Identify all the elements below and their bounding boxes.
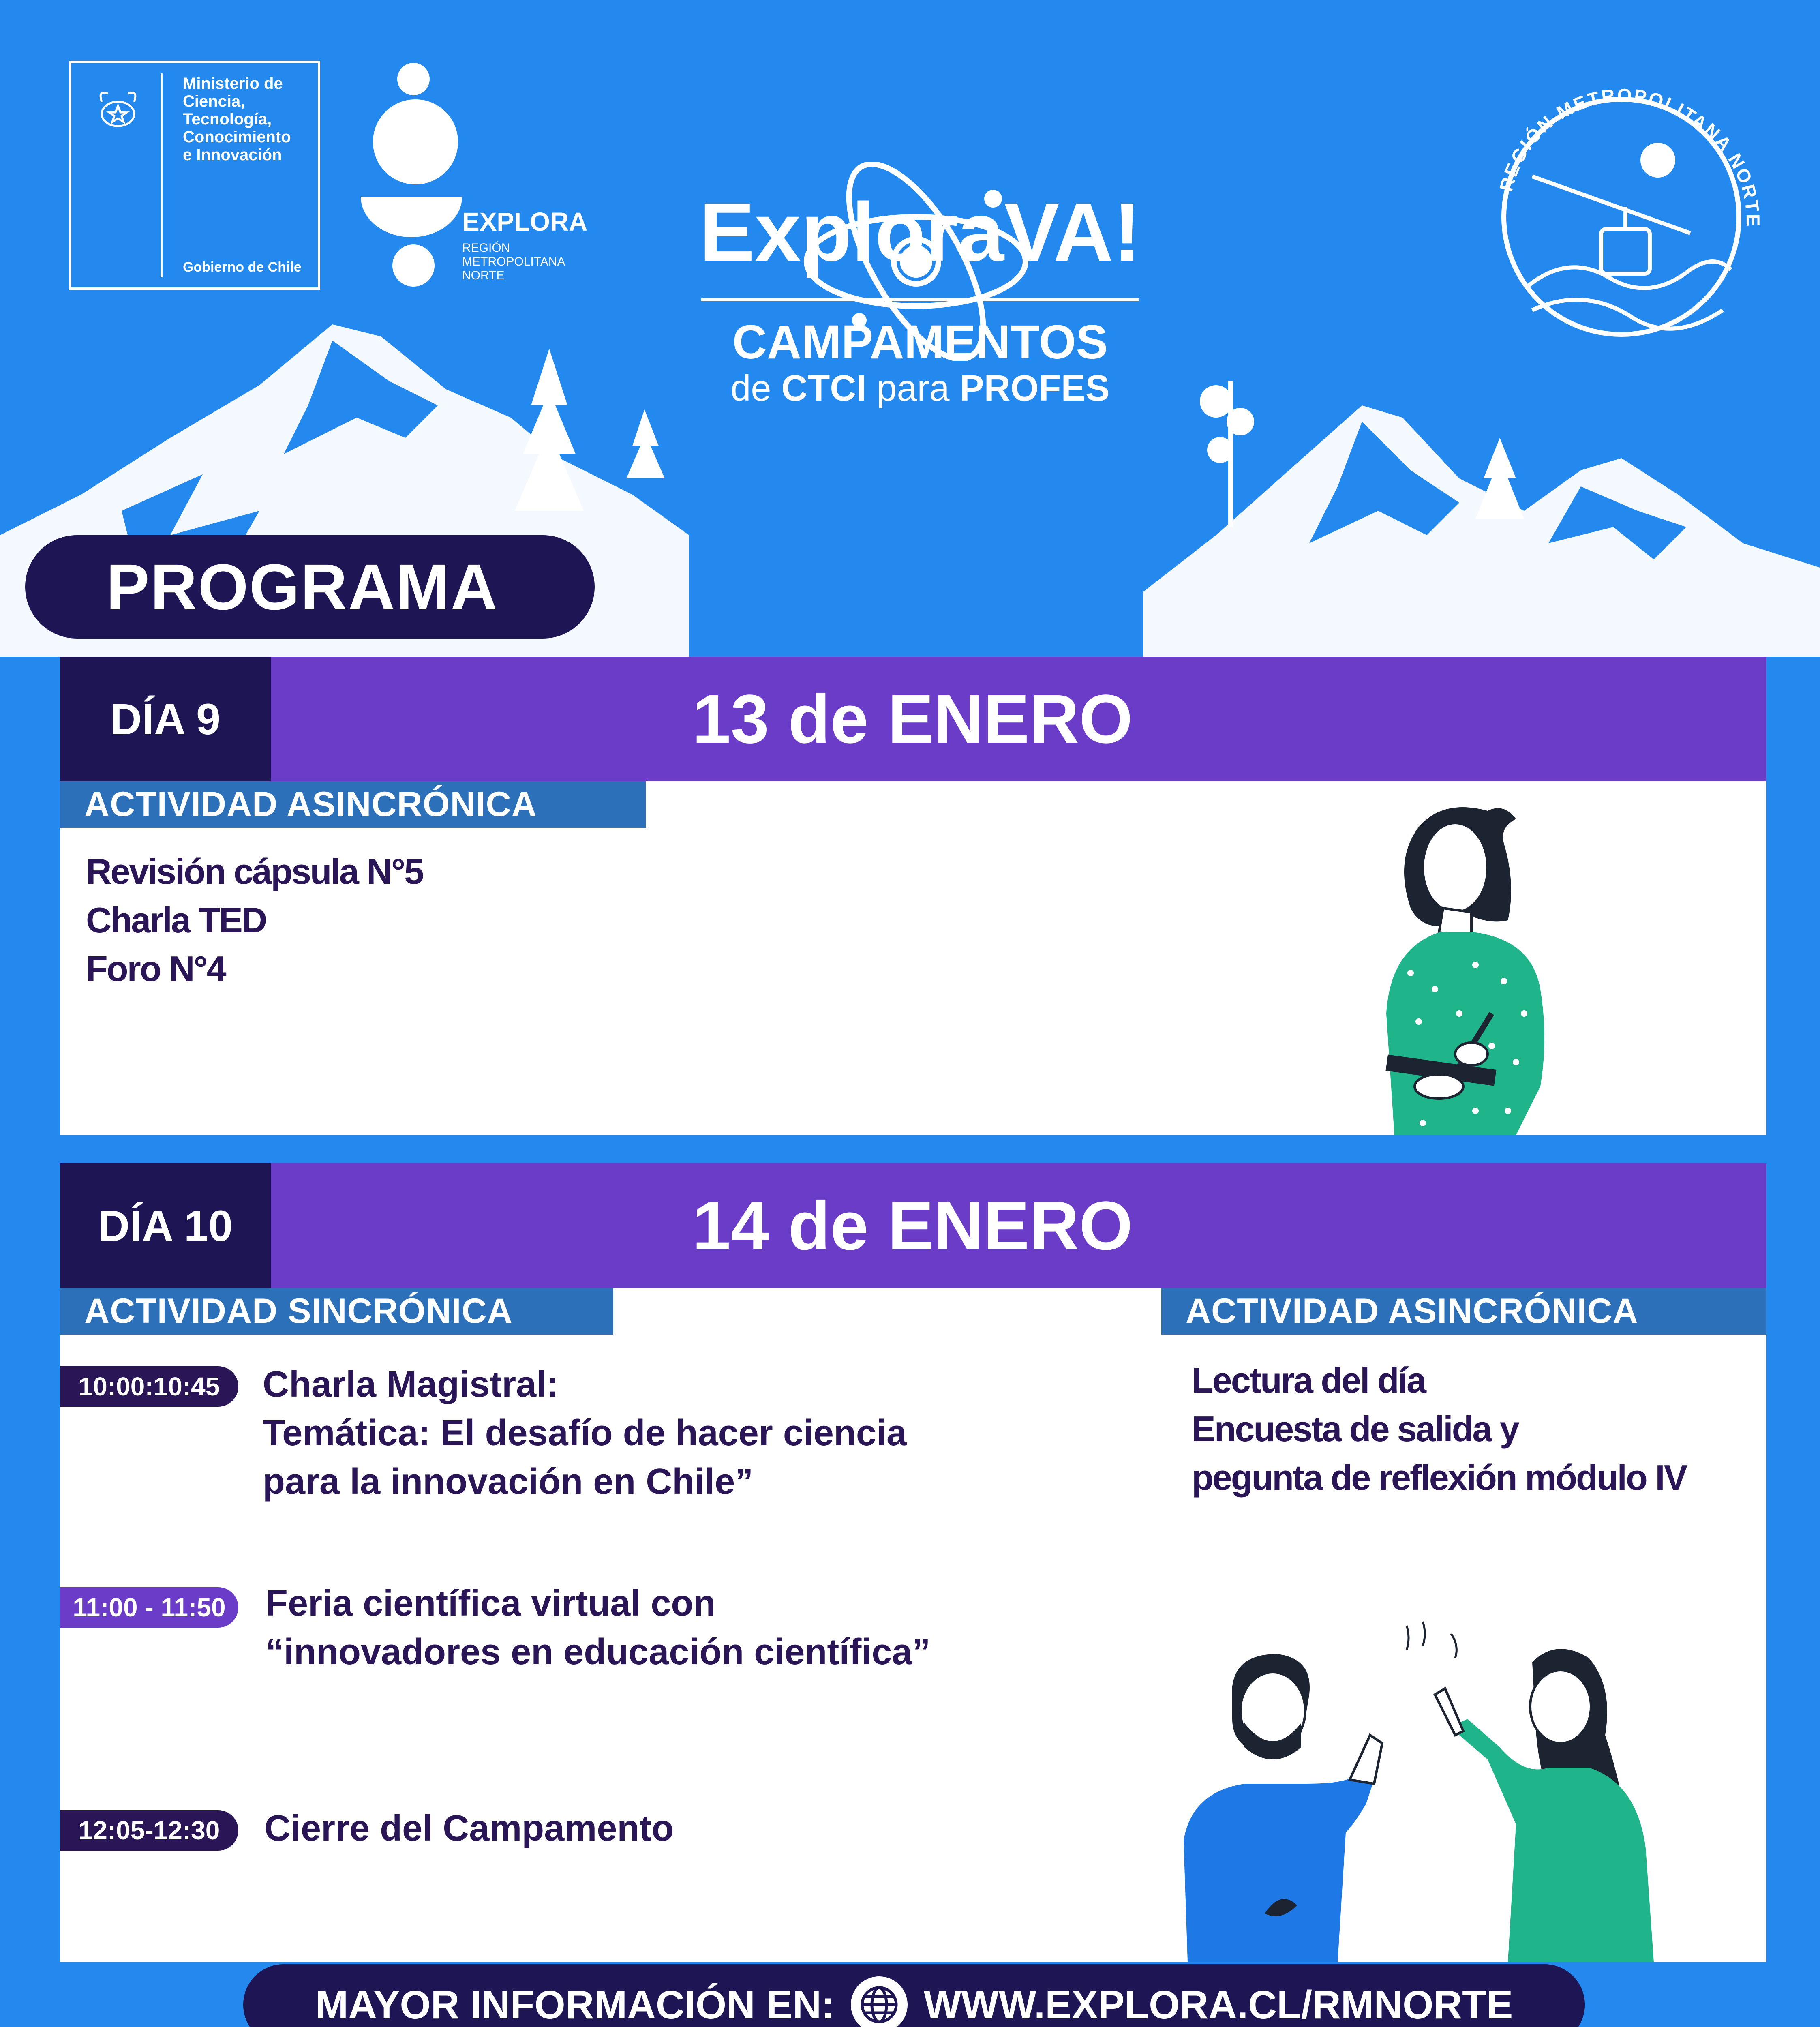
ministry-logo (69, 61, 320, 290)
list-item: pegunta de reflexión módulo IV (1192, 1457, 1687, 1498)
schedule-line: para la innovación en Chile” (263, 1461, 754, 1502)
title-block (689, 0, 1151, 409)
subtitle-de: de (730, 368, 771, 409)
svg-text:REGIÓN METROPOLITANA NORTE (1495, 84, 1764, 228)
explora-figure-icon (357, 61, 462, 288)
schedule-time-3: 12:05-12:30 (60, 1810, 238, 1851)
day-10-header (60, 1163, 1766, 1288)
people-high-five-illustration (1176, 1613, 1702, 1962)
day-10-number: DÍA 10 (60, 1163, 271, 1288)
day-9-header (60, 657, 1766, 781)
explora-logo (357, 61, 616, 296)
government-label: Gobierno de Chile (183, 259, 302, 275)
event-subtitle: CAMPAMENTOS (732, 315, 1108, 369)
badge-text: REGIÓN METROPOLITANA NORTE (1495, 84, 1764, 228)
day-10-async-label: ACTIVIDAD ASINCRÓNICA (1161, 1288, 1766, 1335)
list-item: Charla TED (86, 900, 266, 940)
list-item: Encuesta de salida y (1192, 1409, 1518, 1449)
subtitle-profes: PROFES (959, 368, 1110, 409)
list-item: Foro N°4 (86, 949, 225, 989)
event-title: ExploraVA! (699, 186, 1141, 279)
schedule-item-1 (263, 1360, 907, 1506)
programa-heading (25, 535, 595, 639)
list-item: Lectura del día (1192, 1360, 1426, 1400)
schedule-line: Cierre del Campamento (264, 1808, 674, 1849)
chile-coat-of-arms-icon (90, 86, 146, 134)
subtitle-ctci: CTCI (781, 368, 867, 409)
ministry-name: Ministerio de Ciencia, Tecnología, Conocimiento e Innovación (183, 75, 291, 164)
schedule-time-2: 11:00 - 11:50 (60, 1587, 238, 1628)
globe-icon (851, 1976, 908, 2027)
schedule-line: Charla Magistral: (263, 1364, 559, 1405)
day-9-date: 13 de ENERO (692, 680, 1133, 758)
day-10-date: 14 de ENERO (692, 1187, 1133, 1264)
day-9-async-label: ACTIVIDAD ASINCRÓNICA (60, 781, 646, 828)
schedule-time-1: 10:00:10:45 (60, 1366, 238, 1407)
schedule-line: “innovadores en educación científica” (266, 1632, 931, 1672)
explora-name: EXPLORA (462, 207, 588, 236)
region-metropolitana-norte-badge (1463, 59, 1779, 375)
event-subtitle-2 (689, 368, 1151, 410)
programa-label: PROGRAMA (106, 550, 499, 623)
day-9-activity-list (86, 847, 423, 993)
schedule-line: Feria científica virtual con (266, 1583, 716, 1624)
subtitle-para: para (876, 368, 950, 409)
website-link[interactable]: WWW.EXPLORA.CL/RMNORTE (923, 1982, 1513, 2027)
schedule-line: Temática: El desafío de hacer ciencia (263, 1413, 907, 1453)
woman-writing-illustration (1370, 803, 1597, 1135)
day-9-number: DÍA 9 (60, 657, 271, 781)
day-10-sync-label: ACTIVIDAD SINCRÓNICA (60, 1288, 613, 1335)
schedule-item-2 (266, 1579, 930, 1676)
title-divider (701, 298, 1139, 301)
explora-region: REGIÓN METROPOLITANA NORTE (462, 241, 565, 282)
more-info-banner[interactable] (243, 1964, 1585, 2027)
more-info-label: MAYOR INFORMACIÓN EN: (315, 1982, 835, 2027)
schedule-item-3 (264, 1804, 674, 1853)
list-item: Revisión cápsula N°5 (86, 851, 423, 891)
day-10-async-list (1192, 1356, 1686, 1502)
